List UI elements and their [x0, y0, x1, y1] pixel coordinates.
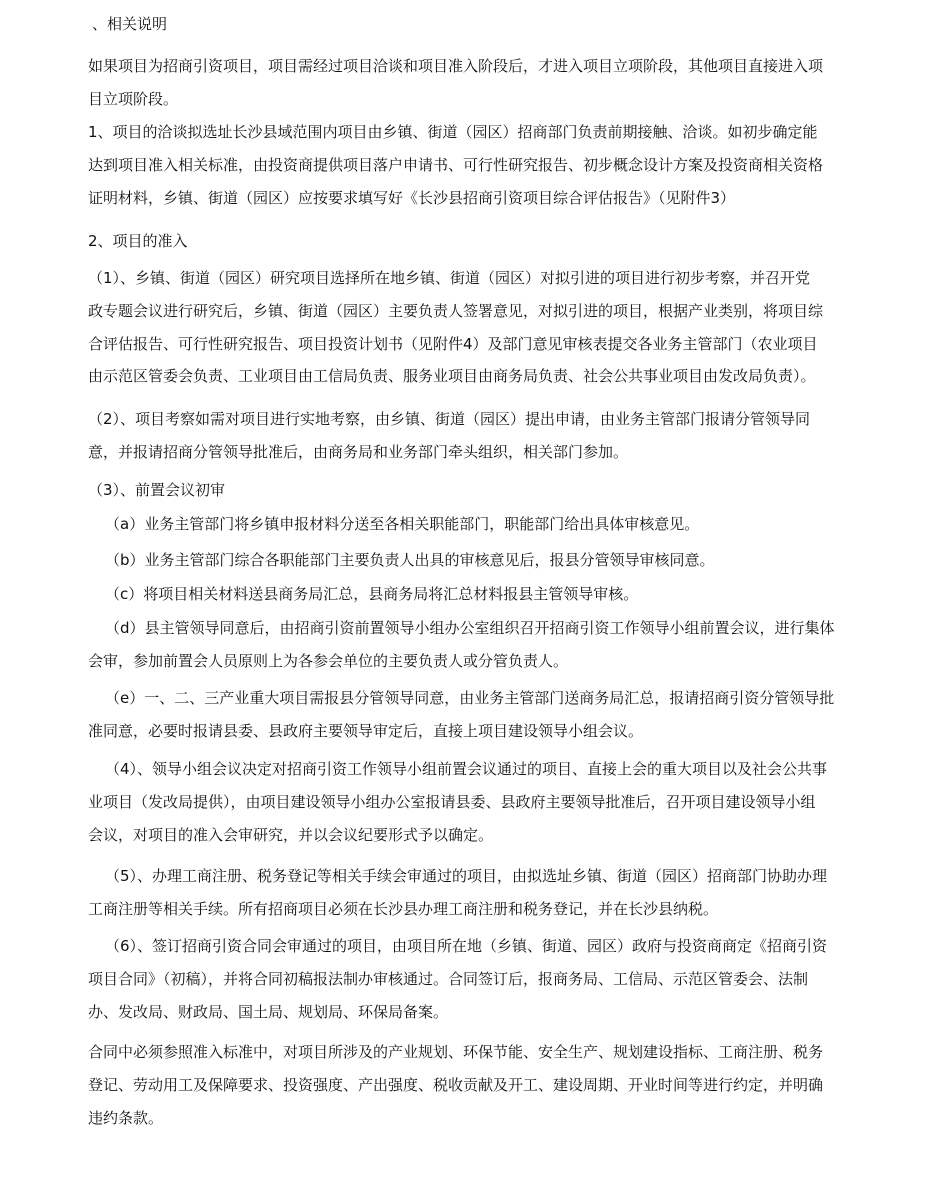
text-line: （6）、签订招商引资合同会审通过的项目，由项目所在地（乡镇、街道、园区）政府与投资商商定《招商引资: [105, 937, 828, 955]
text-line: 会议，对项目的准入会审研究，并以会议纪要形式予以确定。: [88, 825, 494, 844]
text-line: 会审，参加前置会人员原则上为各参会单位的主要负责人或分管负责人。: [88, 651, 569, 670]
text-line: 准同意，必要时报请县委、县政府主要领导审定后，直接上项目建设领导小组会议。: [88, 721, 644, 740]
contract-terms-paragraph: [88, 1036, 870, 1134]
sub-item-d: [88, 612, 870, 678]
text-line: 目立项阶段。: [88, 89, 179, 108]
item-2-4-paragraph: [88, 753, 870, 851]
sub-item-b: [105, 544, 887, 577]
item-1-paragraph: [88, 116, 870, 214]
sub-item-c: [105, 578, 887, 611]
text-line: 证明材料，乡镇、街道（园区）应按要求填写好《长沙县招商引资项目综合评估报告》（见附件3）: [88, 188, 736, 207]
text-line: 如果项目为招商引资项目，项目需经过项目洽谈和项目准入阶段后，才进入项目立项阶段，其他项目直接进入项: [88, 57, 824, 75]
text-line: 办、发改局、财政局、国土局、规划局、环保局备案。: [88, 1002, 449, 1021]
item-2-6-paragraph: [88, 930, 870, 1028]
section-heading: [92, 8, 874, 41]
text-line: （d）县主管领导同意后，由招商引资前置领导小组办公室组织召开招商引资工作领导小组前置会议，进行集体: [105, 619, 835, 637]
text-line: （5）、办理工商注册、税务登记等相关手续会审通过的项目，由拟选址乡镇、街道（园区）招商部门协助办理: [105, 867, 828, 885]
text-line: 合同中必须参照准入标准中，对项目所涉及的产业规划、环保节能、安全生产、规划建设指标、工商注册、税务: [88, 1043, 824, 1061]
text-line: 2、项目的准入: [88, 232, 188, 250]
text-line: （1）、乡镇、街道（园区）研究项目选择所在地乡镇、街道（园区）对拟引进的项目进行初步考察，并召开党: [88, 269, 811, 287]
text-line: 由示范区管委会负责、工业项目由工信局负责、服务业项目由商务局负责、社会公共事业项目由发改局负责）。: [88, 367, 816, 386]
text-line: 意，并报请招商分管领导批准后，由商务局和业务部门牵头组织，相关部门参加。: [88, 442, 629, 461]
text-line: （c）将项目相关材料送县商务局汇总，县商务局将汇总材料报县主管领导审核。: [105, 585, 639, 603]
sub-item-e: [88, 682, 870, 748]
item-2-5-paragraph: [88, 860, 870, 926]
item-2-heading: [88, 225, 870, 258]
item-2-3-heading: [88, 474, 870, 507]
text-line: （4）、领导小组会议决定对招商引资工作领导小组前置会议通过的项目、直接上会的重大项目以及社会公共事: [105, 760, 828, 778]
sub-item-a: [105, 508, 887, 541]
text-line: （2）、项目考察如需对项目进行实地考察，由乡镇、街道（园区）提出申请，由业务主管部门报请分管领导同: [88, 410, 811, 428]
item-2-2-paragraph: [88, 403, 870, 469]
intro-paragraph: [88, 50, 870, 116]
text-line: 、相关说明: [92, 15, 168, 33]
text-line: （3）、前置会议初审: [88, 481, 226, 499]
text-line: （e）一、二、三产业重大项目需报县分管领导同意，由业务主管部门送商务局汇总，报请招商引资分管领导批: [105, 689, 835, 707]
item-2-1-paragraph: [88, 262, 870, 393]
text-line: 登记、劳动用工及保障要求、投资强度、产出强度、税收贡献及开工、建设周期、开业时间等进行约定，并明确: [88, 1075, 824, 1094]
text-line: 合评估报告、可行性研究报告、项目投资计划书（见附件4）及部门意见审核表提交各业务主管部门（农业项目: [88, 334, 818, 353]
text-line: 违约条款。: [88, 1108, 164, 1127]
text-line: 业项目（发改局提供），由项目建设领导小组办公室报请县委、县政府主要领导批准后，召开项目建设领导小组: [88, 792, 816, 811]
text-line: （a）业务主管部门将乡镇申报材料分送至各相关职能部门，职能部门给出具体审核意见。: [105, 515, 700, 533]
text-line: 项目合同》（初稿），并将合同初稿报法制办审核通过。合同签订后，报商务局、工信局、示范区管委会、法制: [88, 969, 809, 988]
text-line: 1、项目的洽谈拟选址长沙县域范围内项目由乡镇、街道（园区）招商部门负责前期接触、洽谈。如初步确定能: [88, 123, 818, 141]
text-line: 工商注册等相关手续。所有招商项目必须在长沙县办理工商注册和税务登记，并在长沙县纳税。: [88, 899, 719, 918]
text-line: 达到项目准入相关标准，由投资商提供项目落户申请书、可行性研究报告、初步概念设计方案及投资商相关资格: [88, 155, 824, 174]
text-line: 政专题会议进行研究后，乡镇、街道（园区）主要负责人签署意见，对拟引进的项目，根据产业类别，将项目综: [88, 301, 824, 320]
text-line: （b）业务主管部门综合各职能部门主要负责人出具的审核意见后，报县分管领导审核同意。: [105, 551, 715, 569]
